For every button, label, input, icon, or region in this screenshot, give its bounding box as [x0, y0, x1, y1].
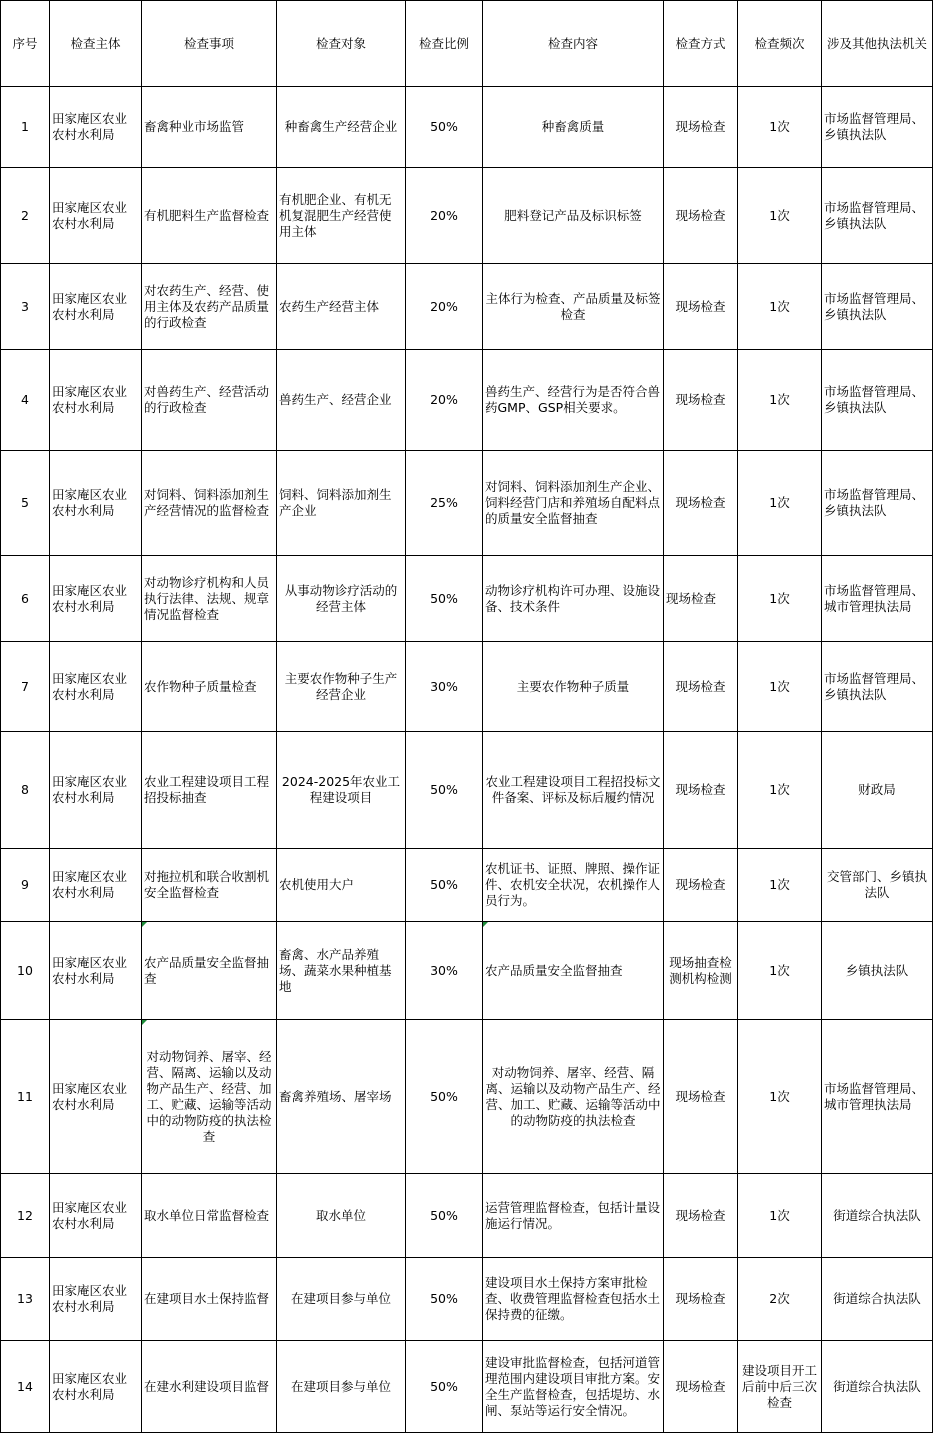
cell-other: 市场监督管理局、乡镇执法队	[822, 87, 933, 168]
cell-subject: 田家庵区农业农村水利局	[50, 642, 142, 732]
cell-subject: 田家庵区农业农村水利局	[50, 350, 142, 451]
cell-item: 对动物诊疗机构和人员执行法律、法规、规章情况监督检查	[142, 556, 277, 642]
cell-no: 13	[1, 1258, 50, 1341]
table-row	[1, 1020, 933, 1174]
cell-target: 畜禽、水产品养殖场、蔬菜水果种植基地	[277, 922, 406, 1020]
cell-content: 农机证书、证照、牌照、操作证件、农机安全状况，农机操作人员行为。	[483, 849, 664, 922]
cell-no: 12	[1, 1174, 50, 1258]
cell-subject: 田家庵区农业农村水利局	[50, 556, 142, 642]
cell-item: 农产品质量安全监督抽查	[142, 922, 277, 1020]
header-other: 涉及其他执法机关	[822, 1, 933, 87]
table-row	[1, 922, 933, 1020]
cell-ratio: 50%	[406, 1258, 483, 1341]
cell-ratio: 25%	[406, 451, 483, 556]
cell-method: 现场检查	[664, 87, 738, 168]
cell-other: 市场监督管理局、乡镇执法队	[822, 451, 933, 556]
cell-target: 在建项目参与单位	[277, 1341, 406, 1433]
cell-other: 市场监督管理局、城市管理执法局	[822, 1020, 933, 1174]
cell-content: 兽药生产、经营行为是否符合兽药GMP、GSP相关要求。	[483, 350, 664, 451]
header-target: 检查对象	[277, 1, 406, 87]
cell-freq: 1次	[738, 849, 822, 922]
cell-ratio: 50%	[406, 1341, 483, 1433]
cell-item: 对饲料、饲料添加剂生产经营情况的监督检查	[142, 451, 277, 556]
cell-ratio: 30%	[406, 642, 483, 732]
cell-item: 在建水利建设项目监督	[142, 1341, 277, 1433]
cell-freq: 1次	[738, 642, 822, 732]
cell-item: 农作物种子质量检查	[142, 642, 277, 732]
cell-no: 8	[1, 732, 50, 849]
cell-subject: 田家庵区农业农村水利局	[50, 1020, 142, 1174]
cell-content: 建设审批监督检查，包括河道管理范围内建设项目审批方案。安全生产监督检查，包括堤坊、水闸、泵站等运行安全情况。	[483, 1341, 664, 1433]
cell-subject: 田家庵区农业农村水利局	[50, 1258, 142, 1341]
cell-freq: 1次	[738, 87, 822, 168]
cell-target: 种畜禽生产经营企业	[277, 87, 406, 168]
cell-item: 农业工程建设项目工程招投标抽查	[142, 732, 277, 849]
cell-target: 饲料、饲料添加剂生产企业	[277, 451, 406, 556]
cell-method: 现场检查	[664, 1020, 738, 1174]
cell-item: 对农药生产、经营、使用主体及农药产品质量的行政检查	[142, 264, 277, 350]
cell-freq: 1次	[738, 732, 822, 849]
cell-freq: 1次	[738, 168, 822, 264]
cell-ratio: 50%	[406, 556, 483, 642]
cell-method: 现场检查	[664, 1341, 738, 1433]
table-row	[1, 264, 933, 350]
cell-subject: 田家庵区农业农村水利局	[50, 264, 142, 350]
table-row	[1, 87, 933, 168]
cell-target: 农机使用大户	[277, 849, 406, 922]
cell-no: 4	[1, 350, 50, 451]
cell-method: 现场检查	[664, 849, 738, 922]
cell-other: 市场监督管理局、乡镇执法队	[822, 350, 933, 451]
cell-other: 乡镇执法队	[822, 922, 933, 1020]
header-row	[1, 1, 933, 87]
cell-target: 主要农作物种子生产经营企业	[277, 642, 406, 732]
cell-target: 畜禽养殖场、屠宰场	[277, 1020, 406, 1174]
cell-content: 对动物饲养、屠宰、经营、隔离、运输以及动物产品生产、经营、加工、贮藏、运输等活动中的动物防疫的执法检查	[483, 1020, 664, 1174]
cell-content: 动物诊疗机构许可办理、设施设备、技术条件	[483, 556, 664, 642]
cell-other: 市场监督管理局、乡镇执法队	[822, 642, 933, 732]
cell-item: 畜禽种业市场监管	[142, 87, 277, 168]
cell-other: 街道综合执法队	[822, 1174, 933, 1258]
cell-other: 市场监督管理局、城市管理执法局	[822, 556, 933, 642]
cell-subject: 田家庵区农业农村水利局	[50, 1341, 142, 1433]
cell-freq: 1次	[738, 556, 822, 642]
cell-subject: 田家庵区农业农村水利局	[50, 732, 142, 849]
header-subject: 检查主体	[50, 1, 142, 87]
cell-other: 街道综合执法队	[822, 1258, 933, 1341]
table-row	[1, 451, 933, 556]
cell-no: 2	[1, 168, 50, 264]
cell-other: 市场监督管理局、乡镇执法队	[822, 168, 933, 264]
cell-other: 市场监督管理局、乡镇执法队	[822, 264, 933, 350]
cell-method: 现场检查	[664, 732, 738, 849]
cell-freq: 1次	[738, 1174, 822, 1258]
cell-subject: 田家庵区农业农村水利局	[50, 87, 142, 168]
cell-target: 兽药生产、经营企业	[277, 350, 406, 451]
cell-subject: 田家庵区农业农村水利局	[50, 168, 142, 264]
cell-no: 3	[1, 264, 50, 350]
table-row	[1, 1174, 933, 1258]
cell-no: 9	[1, 849, 50, 922]
cell-no: 14	[1, 1341, 50, 1433]
table-row	[1, 556, 933, 642]
cell-content: 主体行为检查、产品质量及标签检查	[483, 264, 664, 350]
cell-ratio: 20%	[406, 168, 483, 264]
cell-freq: 1次	[738, 350, 822, 451]
cell-target: 在建项目参与单位	[277, 1258, 406, 1341]
cell-item: 对动物饲养、屠宰、经营、隔离、运输以及动物产品生产、经营、加工、贮藏、运输等活动中的动物防疫的执法检查	[142, 1020, 277, 1174]
cell-content: 对饲料、饲料添加剂生产企业、饲料经营门店和养殖场自配料点的质量安全监督抽查	[483, 451, 664, 556]
table-row	[1, 732, 933, 849]
cell-method: 现场检查	[664, 1174, 738, 1258]
cell-other: 街道综合执法队	[822, 1341, 933, 1433]
cell-ratio: 30%	[406, 922, 483, 1020]
cell-ratio: 50%	[406, 849, 483, 922]
cell-content: 肥料登记产品及标识标签	[483, 168, 664, 264]
cell-no: 6	[1, 556, 50, 642]
cell-method: 现场抽查检测机构检测	[664, 922, 738, 1020]
cell-method: 现场检查	[664, 1258, 738, 1341]
cell-subject: 田家庵区农业农村水利局	[50, 451, 142, 556]
cell-method: 现场检查	[664, 168, 738, 264]
table-row	[1, 1258, 933, 1341]
cell-content: 农产品质量安全监督抽查	[483, 922, 664, 1020]
table-row	[1, 849, 933, 922]
cell-content: 建设项目水土保持方案审批检查、收费管理监督检查包括水土保持费的征缴。	[483, 1258, 664, 1341]
cell-method: 现场检查	[664, 642, 738, 732]
cell-content: 主要农作物种子质量	[483, 642, 664, 732]
cell-method: 现场检查	[664, 264, 738, 350]
table-row	[1, 350, 933, 451]
cell-freq: 2次	[738, 1258, 822, 1341]
cell-target: 取水单位	[277, 1174, 406, 1258]
cell-ratio: 50%	[406, 1020, 483, 1174]
cell-target: 农药生产经营主体	[277, 264, 406, 350]
cell-ratio: 20%	[406, 264, 483, 350]
cell-subject: 田家庵区农业农村水利局	[50, 1174, 142, 1258]
cell-item: 在建项目水土保持监督	[142, 1258, 277, 1341]
cell-method: 现场检查	[664, 556, 738, 642]
cell-ratio: 50%	[406, 87, 483, 168]
header-item: 检查事项	[142, 1, 277, 87]
cell-ratio: 20%	[406, 350, 483, 451]
cell-content: 运营管理监督检查，包括计量设施运行情况。	[483, 1174, 664, 1258]
cell-no: 7	[1, 642, 50, 732]
cell-target: 从事动物诊疗活动的经营主体	[277, 556, 406, 642]
cell-subject: 田家庵区农业农村水利局	[50, 849, 142, 922]
cell-freq: 1次	[738, 264, 822, 350]
header-content: 检查内容	[483, 1, 664, 87]
cell-content: 农业工程建设项目工程招投标文件备案、评标及标后履约情况	[483, 732, 664, 849]
cell-target: 2024-2025年农业工程建设项目	[277, 732, 406, 849]
table-row	[1, 642, 933, 732]
cell-freq: 建设项目开工后前中后三次检查	[738, 1341, 822, 1433]
header-no: 序号	[1, 1, 50, 87]
table-row	[1, 168, 933, 264]
cell-freq: 1次	[738, 1020, 822, 1174]
cell-method: 现场检查	[664, 350, 738, 451]
cell-item: 对兽药生产、经营活动的行政检查	[142, 350, 277, 451]
header-freq: 检查频次	[738, 1, 822, 87]
cell-no: 10	[1, 922, 50, 1020]
cell-no: 5	[1, 451, 50, 556]
header-method: 检查方式	[664, 1, 738, 87]
header-ratio: 检查比例	[406, 1, 483, 87]
cell-other: 交管部门、乡镇执法队	[822, 849, 933, 922]
cell-content: 种畜禽质量	[483, 87, 664, 168]
cell-other: 财政局	[822, 732, 933, 849]
table-row	[1, 1341, 933, 1433]
cell-no: 1	[1, 87, 50, 168]
cell-no: 11	[1, 1020, 50, 1174]
cell-item: 对拖拉机和联合收割机安全监督检查	[142, 849, 277, 922]
cell-ratio: 50%	[406, 732, 483, 849]
cell-method: 现场检查	[664, 451, 738, 556]
cell-freq: 1次	[738, 451, 822, 556]
cell-item: 取水单位日常监督检查	[142, 1174, 277, 1258]
cell-ratio: 50%	[406, 1174, 483, 1258]
cell-item: 有机肥料生产监督检查	[142, 168, 277, 264]
cell-freq: 1次	[738, 922, 822, 1020]
cell-subject: 田家庵区农业农村水利局	[50, 922, 142, 1020]
cell-target: 有机肥企业、有机无机复混肥生产经营使用主体	[277, 168, 406, 264]
